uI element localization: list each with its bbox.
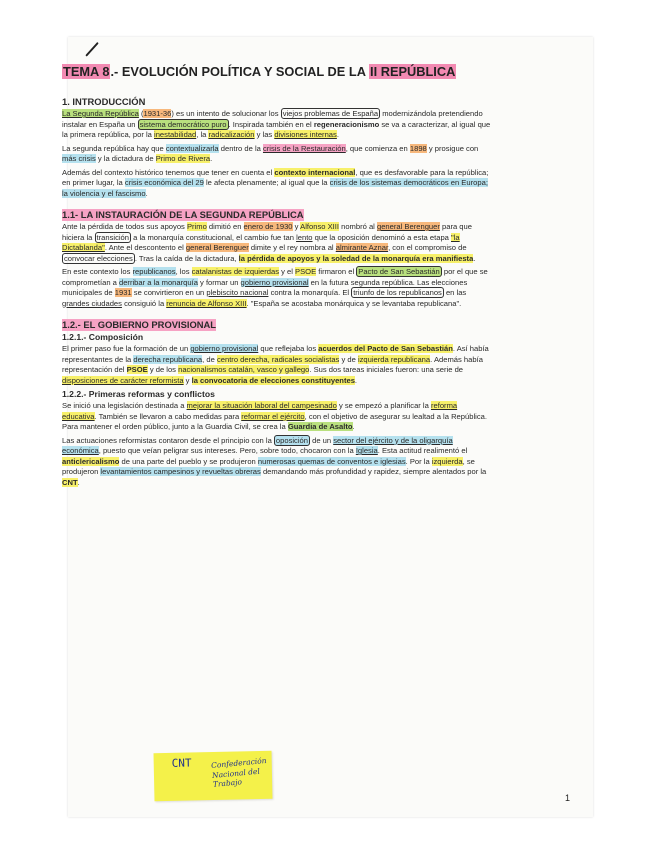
text-run: 1898: [409, 143, 427, 153]
text-run: Se inició una legislación destinada a: [62, 401, 187, 410]
sticky-line: Nacional del: [211, 766, 261, 780]
text-run: La segunda república hay que: [62, 143, 166, 153]
text-run: plebiscito nacional: [206, 288, 269, 297]
paragraph: [62, 222, 492, 264]
text-run: contra la monarquía. El: [268, 288, 352, 297]
text-run: de un: [310, 435, 334, 445]
text-run: convocar elecciones: [64, 253, 133, 263]
text-run: y: [183, 375, 192, 385]
text-run: general Berenguer: [185, 243, 249, 252]
text-run: , de: [202, 354, 217, 364]
document-content: [62, 64, 492, 491]
text-run: dimite y el rey nombra al: [248, 243, 336, 252]
text-run: Las actuaciones reformistas contaron desde el principio con la: [62, 435, 274, 445]
text-run: viejos problemas de España: [282, 109, 379, 118]
text-run: anticlericalismo: [62, 456, 120, 466]
text-run: . Además había representación del: [62, 354, 483, 374]
text-run: enero de 1930: [243, 222, 293, 231]
text-run: gobierno provisional: [190, 344, 259, 353]
text-run: , que es desfavorable para la república; en primer lugar, la: [62, 167, 489, 187]
text-run: 1931: [114, 288, 132, 297]
paragraph: [62, 436, 492, 489]
text-run: Ante la pérdida de todos sus apoyos: [62, 222, 187, 231]
text-run: Alfonso XIII: [300, 222, 339, 231]
title-prefix: TEMA 8: [63, 64, 110, 79]
text-run: por el que se comprometían a: [62, 267, 488, 287]
text-run: . Esta actitud realimentó el: [377, 446, 468, 455]
text-run: le afecta plenamente; al igual que la: [203, 178, 330, 187]
paragraph: [62, 109, 492, 141]
text-run: y formar un: [197, 277, 241, 287]
text-run: y las: [254, 130, 275, 139]
text-run: sistema democrático puro: [139, 119, 227, 129]
text-run: en la futura segunda república. Las elecciones municipales de: [62, 277, 468, 297]
text-run: La Segunda República: [62, 109, 139, 118]
text-run: y prosigue con: [426, 143, 479, 153]
text-run: .: [77, 477, 80, 487]
text-run: "la Dictablanda": [62, 232, 460, 252]
text-run: .: [354, 375, 358, 385]
text-run: .: [473, 253, 476, 263]
sticky-note: [154, 751, 273, 801]
text-run: más crisis: [62, 154, 96, 163]
text-run: y se empezó a planificar la: [336, 401, 431, 410]
text-run: la convocatoria de elecciones constituyentes: [191, 375, 355, 385]
text-run: derecha republicana: [133, 354, 203, 364]
text-run: .: [145, 188, 148, 198]
section-introduccion-heading: 1. INTRODUCCIÓN: [62, 96, 146, 107]
text-run: renuncia de Alfonso XIII: [166, 298, 247, 308]
text-run: nacionalismos catalán, vasco y gallego: [178, 365, 310, 374]
text-run: catalanistas de izquierdas: [191, 267, 279, 276]
text-run: a la monarquía constitucional, el cambio fue tan: [131, 232, 297, 242]
text-run: consiguió la: [121, 298, 167, 308]
text-run: en las: [443, 288, 467, 297]
text-run: Primo: [186, 222, 207, 231]
text-run: Primo de Rivera: [155, 154, 211, 163]
text-run: crisis de la Restauración: [262, 143, 346, 153]
sticky-note-text: [211, 756, 269, 789]
text-run: . "España se acostaba monárquica y se levantaba republicana".: [246, 298, 462, 308]
paragraph: [62, 144, 492, 165]
subsection-reformas-heading: 1.2.2.- Primeras reformas y conflictos: [62, 389, 215, 399]
text-run: ; la violencia y el fascismo: [62, 178, 488, 198]
sticky-abbr: CNT: [171, 756, 192, 770]
text-run: regeneracionismo: [313, 119, 380, 129]
text-run: crisis de los sistemas democráticos en Europa: [329, 178, 486, 187]
text-run: republicanos: [132, 267, 176, 276]
text-run: . Ante el descontento el: [104, 243, 186, 252]
text-run: Pacto de San Sebastián: [358, 267, 440, 276]
text-run: derribar a la monarquía: [118, 277, 198, 287]
text-run: . Tras la caída de la dictadura,: [134, 253, 239, 263]
text-run: general Berenguer: [376, 222, 440, 231]
text-run: . También se llevaron a cabo medidas para: [94, 411, 242, 421]
text-run: , puesto que veían peligrar sus intereses. Pero, sobre todo, chocaron con la: [98, 446, 356, 455]
text-run: ) es un intento de solucionar los: [171, 109, 281, 118]
text-run: .: [336, 130, 339, 139]
text-run: . Sus dos tareas iniciales fueron: una serie de: [309, 365, 464, 374]
paragraph: [62, 401, 492, 433]
text-run: oposición: [275, 435, 308, 445]
text-run: lento: [296, 232, 313, 242]
sticky-line: Confederación: [210, 755, 267, 770]
text-run: triunfo de los republicanos: [353, 288, 442, 297]
paragraph: [62, 344, 492, 386]
text-run: En este contexto los: [62, 267, 133, 276]
text-run: modernizándola pretendiendo instalar en España un: [62, 109, 483, 129]
text-run: . Inspirada también en el: [228, 119, 314, 129]
paragraph: [62, 267, 492, 309]
text-run: Iglesia: [355, 446, 378, 455]
text-run: grandes ciudades: [62, 298, 122, 308]
text-run: dentro de la: [218, 143, 263, 153]
text-run: izquierda republicana: [357, 354, 431, 364]
text-run: levantamientos campesinos y revueltas obreras: [100, 467, 261, 476]
text-run: . Por la: [405, 456, 432, 466]
text-run: se va a caracterizar, al igual que la primera república, por la: [62, 119, 491, 139]
text-run: , con el objetivo de asegurar su lealtad a la República. Para mantener el orden público, junto a la Guardia Civil, se crea la: [62, 411, 487, 431]
section-gobierno-provisional-heading: 1.2.- EL GOBIERNO PROVISIONAL: [62, 319, 217, 330]
text-run: y de: [339, 354, 358, 364]
text-run: , con el compromiso de: [388, 243, 467, 252]
title-middle: .- EVOLUCIÓN POLÍTICA Y SOCIAL DE LA: [110, 64, 370, 79]
text-run: contexto internacional: [274, 167, 356, 177]
text-run: .: [352, 422, 355, 431]
text-run: PSOE: [126, 365, 148, 374]
text-run: se convirtieron en un: [131, 288, 207, 297]
subsection-composicion-heading: 1.2.1.- Composición: [62, 332, 144, 342]
text-run: inestabilidad: [154, 130, 197, 139]
text-run: la pérdida de apoyos y la soledad de la monarquía era manifiesta: [238, 253, 474, 263]
text-run: reforma educativa: [62, 401, 458, 421]
text-run: crisis económica del 29: [124, 178, 204, 187]
page-title: [62, 64, 492, 80]
text-run: PSOE: [295, 267, 317, 276]
text-run: contextualizarla: [165, 143, 219, 153]
text-run: demandando más profundidad y rapidez, siempre alentados por la: [260, 467, 487, 476]
text-run: , se produjeron: [62, 456, 475, 476]
page-number: 1: [565, 793, 571, 803]
text-run: CNT: [62, 477, 78, 487]
text-run: para que hiciera la: [62, 222, 472, 242]
text-run: radicalización: [208, 130, 255, 139]
title-highlight: II REPÚBLICA: [370, 64, 456, 79]
text-run: y la dictadura de: [95, 154, 156, 163]
text-run: firmaron el: [316, 267, 357, 276]
text-run: , los: [175, 267, 192, 276]
text-run: transición: [96, 232, 129, 242]
text-run: acuerdos del Pacto de San Sebastián: [318, 344, 453, 353]
text-run: . Así había representantes de la: [62, 344, 489, 364]
text-run: de una parte del pueblo y se produjeron: [119, 456, 258, 466]
text-run: Guardia de Asalto: [287, 422, 353, 431]
text-run: , la: [196, 130, 209, 139]
text-run: nombró al: [338, 222, 377, 231]
sticky-line: Trabajo: [212, 777, 243, 789]
text-run: Además del contexto histórico tenemos que tener en cuenta el: [62, 167, 275, 177]
text-run: centro derecha, radicales socialistas: [216, 354, 340, 364]
text-run: que reflejaba los: [258, 344, 319, 353]
text-run: sector del ejército y de la oligarquía económica: [62, 435, 453, 455]
text-run: disposiciones de carácter reformista: [62, 375, 184, 385]
section-instauracion-heading: 1.1- LA INSTAURACIÓN DE LA SEGUNDA REPÚBLICA: [62, 209, 304, 220]
text-run: almirante Aznar: [335, 243, 389, 252]
text-run: 1931-36: [143, 109, 172, 118]
text-run: gobierno provisional: [240, 277, 309, 287]
text-run: .: [210, 154, 213, 163]
text-run: dimitió en: [206, 222, 244, 231]
text-run: que la oposición denominó a esta etapa: [312, 232, 452, 242]
text-run: izquierda: [431, 456, 463, 466]
text-run: , que comienza en: [345, 143, 410, 153]
text-run: reformar el ejército: [241, 411, 305, 421]
text-run: numerosas quemas de conventos e iglesias: [257, 456, 406, 466]
text-run: y: [292, 222, 301, 231]
text-run: y el: [279, 267, 296, 276]
text-run: mejorar la situación laboral del campesinado: [186, 401, 337, 410]
text-run: El primer paso fue la formación de un: [62, 344, 191, 353]
text-run: divisiones internas: [274, 130, 337, 139]
paragraph: [62, 168, 492, 200]
text-run: y de los: [147, 365, 179, 374]
text-run: (: [138, 109, 144, 118]
